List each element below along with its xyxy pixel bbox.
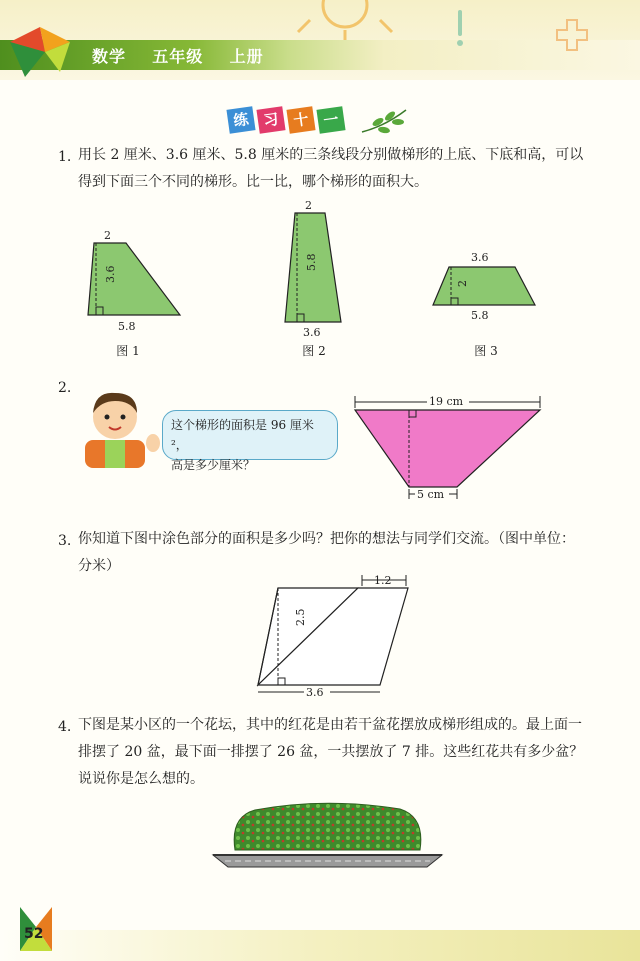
tangram-logo-icon	[0, 22, 80, 82]
bubble-line-1: 这个梯形的面积是 96 厘米²，	[171, 418, 314, 452]
plus-icon	[555, 18, 589, 52]
question-text: 下图是某小区的一个花坛，其中的红花是由若干盆花摆放成梯形组成的。最上面一排摆了 20 盆，最下面一排摆了 26 盆，一共摆放了 7 排。这些红花共有多少盆？说说你是怎么想的。	[78, 717, 584, 787]
boy-avatar	[75, 385, 165, 470]
question-number: 1.	[58, 149, 72, 165]
question-number: 2.	[58, 380, 72, 396]
parallelogram-height-label: 2.5	[294, 608, 307, 626]
header-title: 数学 五年级 上册	[92, 47, 264, 66]
fig3-caption: 图 3	[474, 344, 498, 358]
trapezoid-figure-3	[425, 245, 545, 325]
fig3-bottom-label: 5.8	[471, 309, 489, 322]
section-char: 十	[286, 106, 315, 133]
section-title	[228, 108, 344, 132]
pink-top-label: 19 cm	[429, 395, 464, 408]
fig3-top-label: 3.6	[471, 251, 489, 264]
fig1-bottom-label: 5.8	[118, 320, 136, 333]
fig1-top-label: 2	[104, 229, 111, 242]
trapezoid-figure-2	[275, 195, 355, 340]
fig2-top-label: 2	[305, 199, 312, 212]
page-footer	[0, 930, 640, 961]
parallelogram-figure	[250, 570, 415, 700]
parallelogram-bottom-label: 3.6	[306, 686, 324, 699]
page-header	[0, 0, 640, 80]
section-char: 练	[226, 106, 255, 133]
sun-icon	[290, 0, 400, 40]
fig2-caption: 图 2	[302, 344, 326, 358]
section-char: 习	[256, 106, 285, 133]
fig1-caption: 图 1	[116, 344, 140, 358]
pink-trapezoid-figure	[345, 390, 545, 505]
fig2-height-label: 5.8	[305, 253, 318, 271]
parallelogram-top-label: 1.2	[374, 574, 392, 587]
fig3-height-label: 2	[456, 280, 469, 287]
leaf-sprig-icon	[360, 106, 410, 136]
pink-bottom-label: 5 cm	[417, 488, 445, 501]
section-char: 一	[316, 106, 345, 133]
question-number: 4.	[58, 719, 72, 735]
bubble-line-2: 高是多少厘米？	[171, 458, 256, 472]
page-number: 52	[24, 926, 44, 942]
exclamation-icon	[450, 10, 470, 50]
fig2-bottom-label: 3.6	[303, 326, 321, 339]
flower-bed-image	[205, 795, 450, 875]
fig1-height-label: 3.6	[104, 265, 117, 283]
question-number: 3.	[58, 533, 72, 549]
question-text: 用长 2 厘米、3.6 厘米、5.8 厘米的三条线段分别做梯形的上底、下底和高，可以得到下面三个不同的梯形。比一比，哪个梯形的面积大。	[78, 147, 584, 190]
trapezoid-figure-1	[70, 225, 200, 335]
speech-bubble	[162, 410, 338, 472]
question-text: 你知道下图中涂色部分的面积是多少吗？把你的想法与同学们交流。（图中单位：分米）	[78, 531, 575, 574]
